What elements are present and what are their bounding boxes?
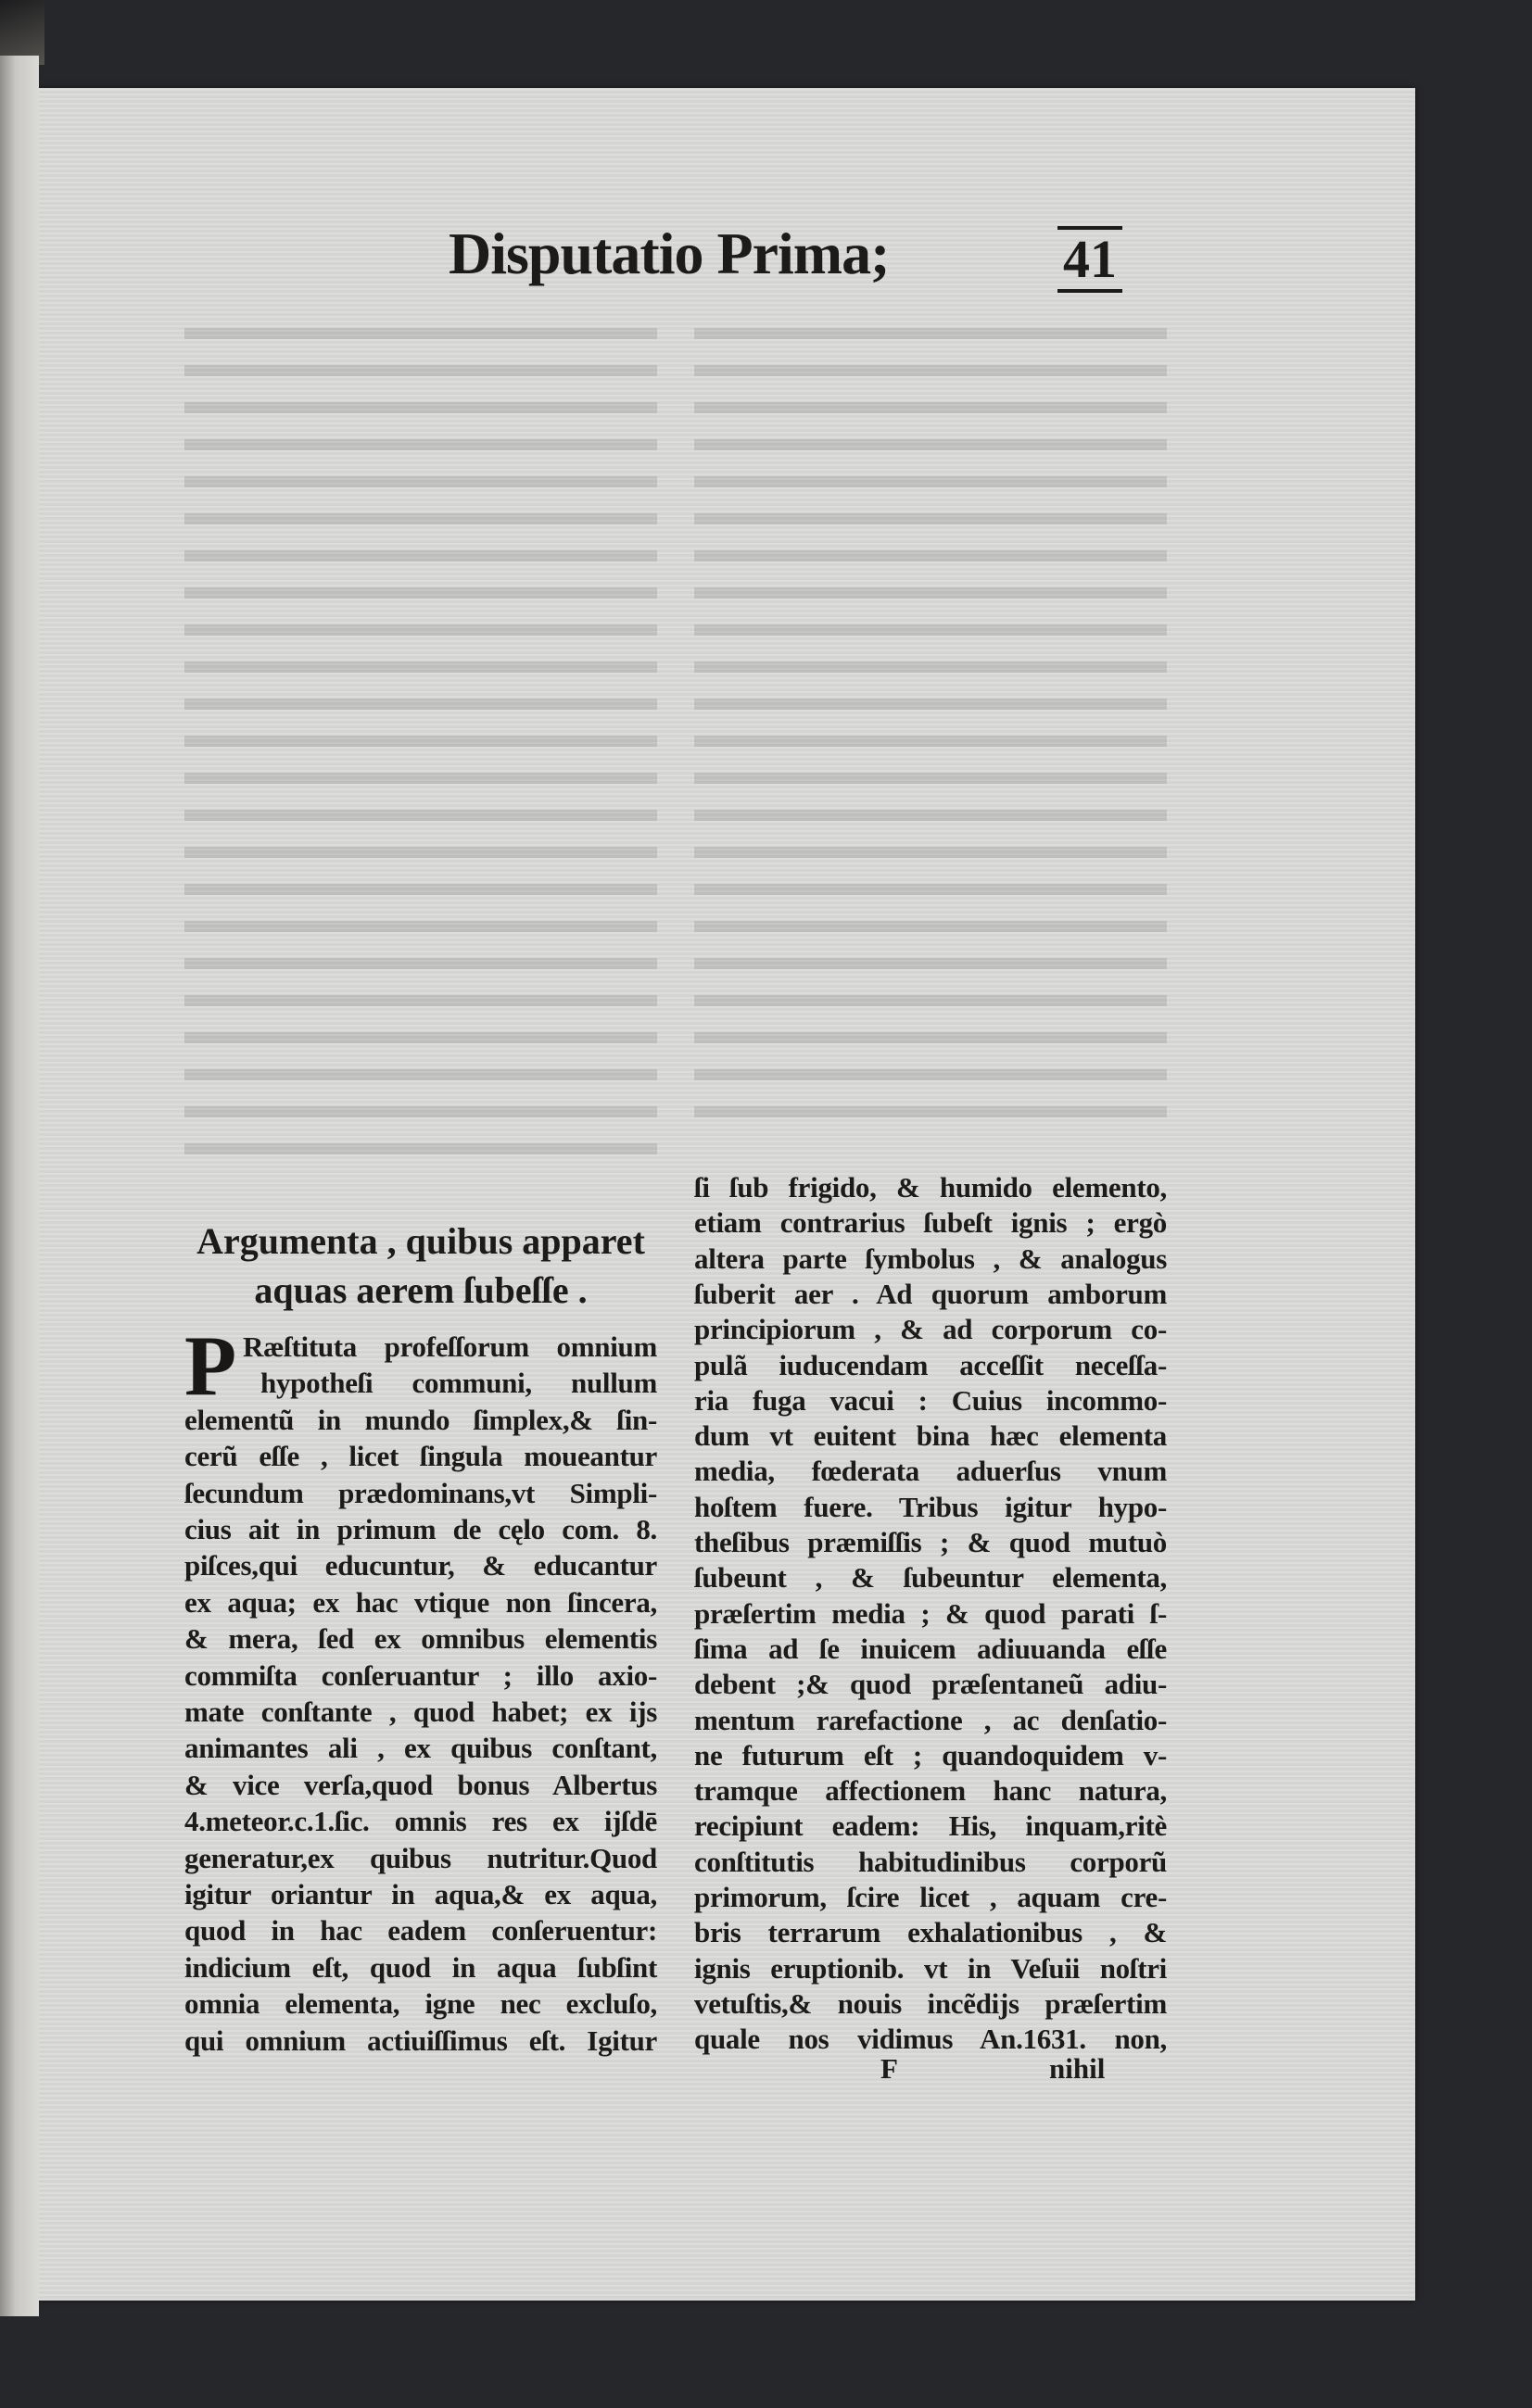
text-line: ſecundum prædominans,vt Simpli- (184, 1476, 657, 1509)
text-line: hoſtem fuere. Tribus igitur hypo- (694, 1490, 1167, 1523)
text-line: ignis eruptionib. vt in Veſuii noſtri (694, 1951, 1167, 1985)
text-line: igitur oriantur in aqua,& ex aqua, (184, 1878, 657, 1910)
text-line: hypotheſi communi, nullum (260, 1367, 657, 1400)
text-line: elementũ in mundo ſimplex,& ſin- (184, 1403, 657, 1436)
text-line: indicium eſt, quod in aqua ſubſint (184, 1950, 657, 1984)
text-line: & mera, ſed ex omnibus elementis (184, 1622, 657, 1656)
text-line: qui omnium actiuiſſimus eſt. Igitur (184, 2023, 657, 2057)
text-line: pulã iuducendam acceſſit neceſſa- (694, 1348, 1167, 1381)
section-heading-line-2: aquas aerem ſubeſſe . (254, 1269, 588, 1311)
text-line: omnia elementa, igne nec excluſo, (184, 1987, 657, 2021)
text-line: mentum rarefactione , ac denſatio- (694, 1703, 1167, 1736)
text-line: etiam contrarius ſubeſt ignis ; ergò (694, 1206, 1167, 1240)
text-line: ex aqua; ex hac vtique non ſincera, (184, 1585, 657, 1619)
text-line: primorum, ſcire licet , aquam cre- (694, 1881, 1167, 1913)
text-line: ria fuga vacui : Cuius incommo- (694, 1383, 1167, 1417)
text-line: ſubeunt , & ſubeuntur elementa, (694, 1561, 1167, 1595)
text-line: quod in hac eadem conſeruentur: (184, 1914, 657, 1948)
text-line: ſi ſub frigido, & humido elemento, (694, 1171, 1167, 1204)
text-line: commiſta conſeruantur ; illo axio- (184, 1658, 657, 1692)
text-line: bris terrarum exhalationibus , & (694, 1916, 1167, 1949)
text-line: conſtitutis habitudinibus corporũ (694, 1845, 1167, 1878)
text-line: theſibus præmiſſis ; & quod mutuò (694, 1526, 1167, 1558)
text-line: ſuberit aer . Ad quorum amborum (694, 1277, 1167, 1310)
text-line: piſces,qui educuntur, & educantur (184, 1549, 657, 1582)
text-line: media, fœderata aduerſus vnum (694, 1455, 1167, 1488)
text-line: vetuſtis,& nouis incẽdijs præſertim (694, 1986, 1167, 2020)
bleed-through-text-left (184, 315, 657, 1177)
text-line: dum vt euitent bina hæc elementa (694, 1419, 1167, 1453)
catchword: nihil (1049, 2052, 1106, 2085)
text-line: debent ;& quod præſentaneũ adiu- (694, 1668, 1167, 1701)
text-line: altera parte ſymbolus , & analogus (694, 1242, 1167, 1275)
page-binding-edge (0, 56, 39, 2316)
text-line: principiorum , & ad corporum co- (694, 1313, 1167, 1346)
text-line: tramque affectionem hanc natura, (694, 1774, 1167, 1808)
text-line: quale nos vidimus An.1631. non, (694, 2023, 1167, 2056)
text-line: cerũ eſſe , licet ſingula moueantur (184, 1440, 657, 1473)
running-title: Disputatio Prima; (449, 221, 890, 286)
text-line: recipiunt eadem: His, inquam,ritè (694, 1809, 1167, 1843)
text-line: animantes ali , ex quibus conſtant, (184, 1732, 657, 1765)
text-line: mate conſtante , quod habet; ex ijs (184, 1696, 657, 1728)
bleed-through-text-right (694, 315, 1167, 1130)
section-heading-line-1: Argumenta , quibus apparet (196, 1220, 645, 1262)
text-line: præſertim media ; & quod parati ſ- (694, 1596, 1167, 1630)
text-line: Ræſtituta profeſſorum omnium (243, 1330, 657, 1363)
text-line: & vice verſa,quod bonus Albertus (184, 1768, 657, 1801)
text-line: 4.meteor.c.1.ſic. omnis res ex ijſdē (184, 1805, 657, 1838)
text-line: ſima ad ſe inuicem adiuuanda eſſe (694, 1632, 1167, 1665)
text-line: generatur,ex quibus nutritur.Quod (184, 1841, 657, 1874)
signature-mark: F (880, 2052, 898, 2085)
drop-cap: P (184, 1318, 237, 1413)
text-line: cius ait in primum de cęlo com. 8. (184, 1513, 657, 1545)
text-line: ne futurum eſt ; quandoquidem v- (694, 1738, 1167, 1771)
page-number: 41 (1057, 226, 1122, 293)
